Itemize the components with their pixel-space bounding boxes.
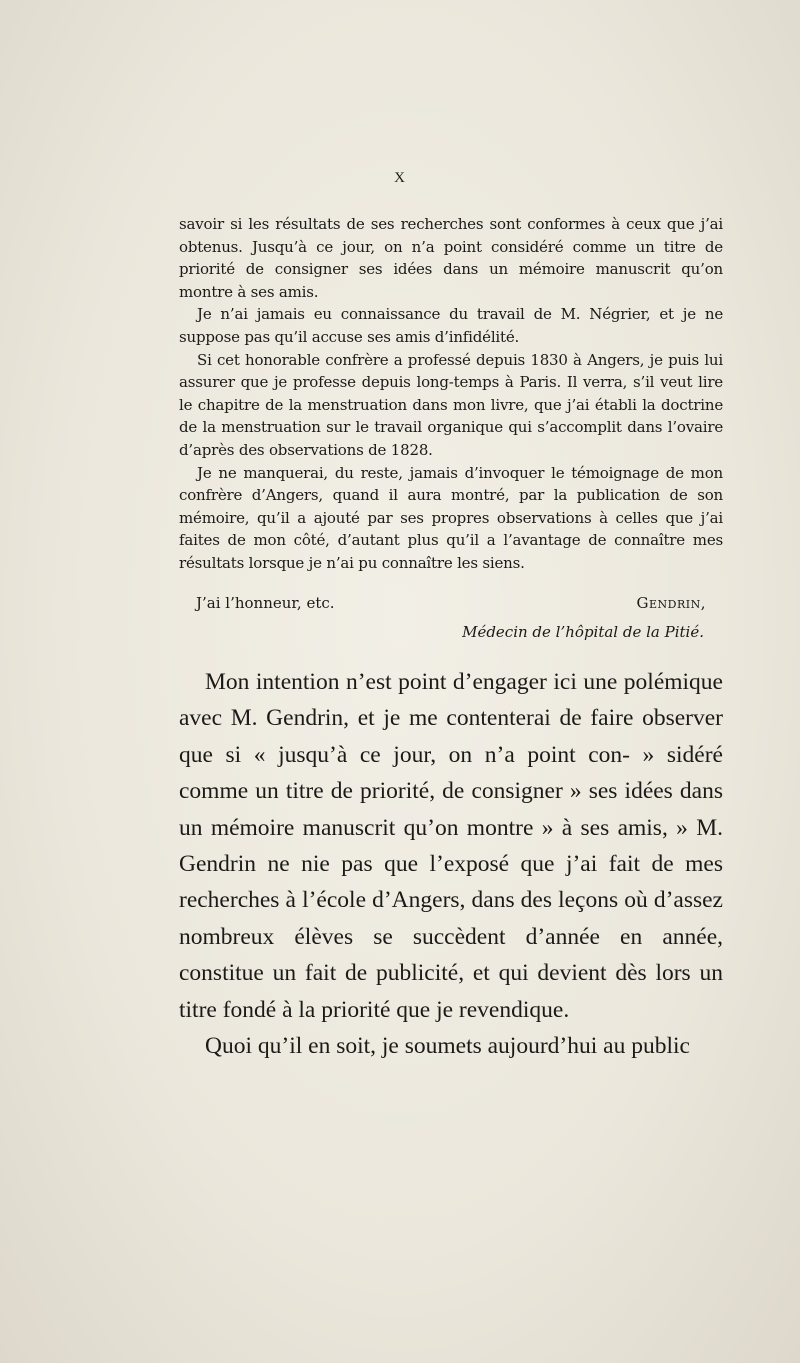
letter-paragraph: savoir si les résultats de ses recherches sont conformes à ceux que j’ai obtenus. Jusqu’à ce jour, on n’a point considéré comme un titre de priorité de consigner ses idées dans un mémoire manuscrit qu’on montre à ses amis. (179, 215, 723, 301)
salutation: J’ai l’honneur, etc. (196, 594, 335, 612)
page-number: X (394, 170, 406, 186)
main-paragraph: Mon intention n’est point d’engager ici une polémique avec M. Gendrin, et je me contenterai de faire observer que si « jusqu’à ce jour, on n’a point con- » sidéré comme un titre de priorité, de consigner » ses idées dans un mémoire manuscrit qu’on montre » à ses amis, » M. Gendrin ne nie pas que l’exposé que j’ai fait de mes recherches à l’école d’Angers, dans des leçons où d’assez nombreux élèves se succèdent d’année en année, constitue un fait de publicité, et qui devient dès lors un titre fondé à la priorité que je revendique. (179, 669, 723, 1023)
signature: Gendrin, (636, 594, 706, 612)
main-text (179, 664, 723, 1064)
signature-affiliation: Médecin de l’hôpital de la Pitié. (462, 623, 704, 641)
letter-paragraph: Je ne manquerai, du reste, jamais d’invoquer le témoignage de mon confrère d’Angers, quand il aura montré, par la publication de son mémoire, qu’il a ajouté par ses propres observations à celles que j’ai faites de mon côté, d’autant plus qu’il a l’avantage de connaître mes résultats lorsque je n’ai pu connaître les siens. (179, 463, 723, 572)
main-paragraph: Quoi qu’il en soit, je soumets aujourd’hui au public (205, 1033, 690, 1060)
letter-paragraph: Si cet honorable confrère a professé depuis 1830 à Angers, je puis lui assurer que je professe depuis long-temps à Paris. Il verra, s’il veut lire le chapitre de la menstruation dans mon livre, que j’ai établi la doctrine de la menstruation sur le travail organique qui s’accomplit dans l’ovaire d’après des observations de 1828. (179, 350, 723, 459)
letter-paragraph: Je n’ai jamais eu connaissance du travail de M. Négrier, et je ne suppose pas qu’il accuse ses amis d’infidélité. (179, 305, 723, 346)
quoted-letter (179, 213, 723, 575)
